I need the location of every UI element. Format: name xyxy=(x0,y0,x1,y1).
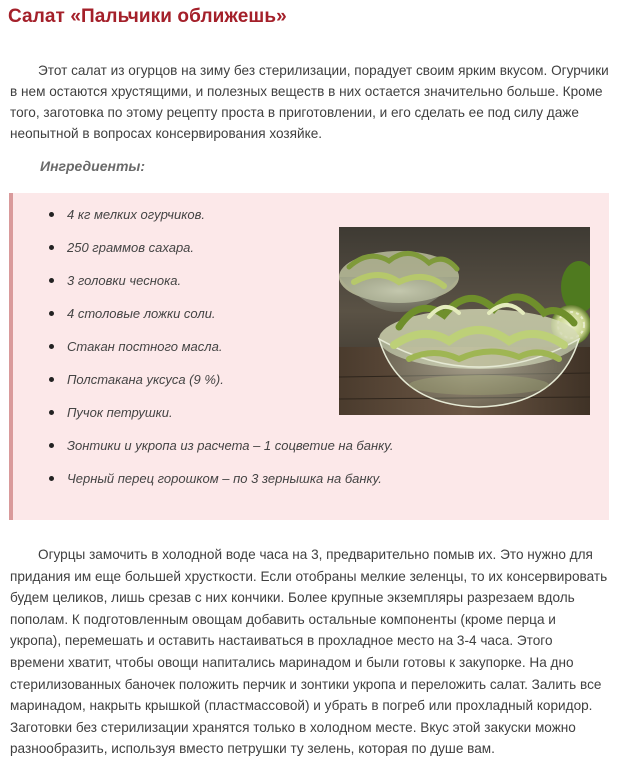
intro-paragraph: Этот салат из огурцов на зиму без стерилизации, порадует своим ярким вкусом. Огурчики в нем остаются хрустящими, и полезных веществ в них остается значительно больше. Кроме того, заготовка по этому рецепту проста в приготовлении, и его сделать ее под силу даже неопытной в вопросах консервирования хозяйке. xyxy=(10,63,609,141)
ingredient-item: Зонтики и укропа из расчета – 1 соцветие на банку. xyxy=(43,435,394,468)
ingredient-item: 4 столовые ложки соли. xyxy=(43,303,394,336)
ingredient-item: Пучок петрушки. xyxy=(43,402,394,435)
ingredient-item: 3 головки чеснока. xyxy=(43,270,394,303)
ingredients-box xyxy=(9,193,609,520)
ingredients-heading: Ингредиенты: xyxy=(40,158,146,174)
ingredient-item: Стакан постного масла. xyxy=(43,336,394,369)
ingredient-item: Черный перец горошком – по 3 зернышка на банку. xyxy=(43,468,394,501)
cucumber-salad-photo xyxy=(339,227,590,415)
instructions-paragraph: Огурцы замочить в холодной воде часа на 3, предварительно помыв их. Это нужно для придания им еще большей хрусткости. Если отобраны мелкие зеленцы, то их консервировать будем целиков, лишь срезав с них кончики. Более крупные экземпляры разрезаем вдоль пополам. К подготовленным овощам добавить остальные компоненты (кроме перца и укропа), перемешать и оставить настаиваться в прохладное место на 3-4 часа. Этого времени хватит, чтобы овощи напитались маринадом и были готовы к закупорке. На дно стерилизованных баночек положить перчик и зонтики укропа и переложить салат. Залить все маринадом, накрыть крышкой (пластмассовой) и убрать в погреб или прохладный коридор. Заготовки без стерилизации хранятся только в холодном месте. Вкус этой закуски можно разнообразить, используя вместо петрушки ту зелень, которая по душе вам. xyxy=(10,547,608,757)
page-title: Салат «Пальчики оближешь» xyxy=(8,6,287,27)
ingredient-item: 250 граммов сахара. xyxy=(43,237,394,270)
ingredient-item: Полстакана уксуса (9 %). xyxy=(43,369,394,402)
ingredient-item: 4 кг мелких огурчиков. xyxy=(43,204,394,237)
